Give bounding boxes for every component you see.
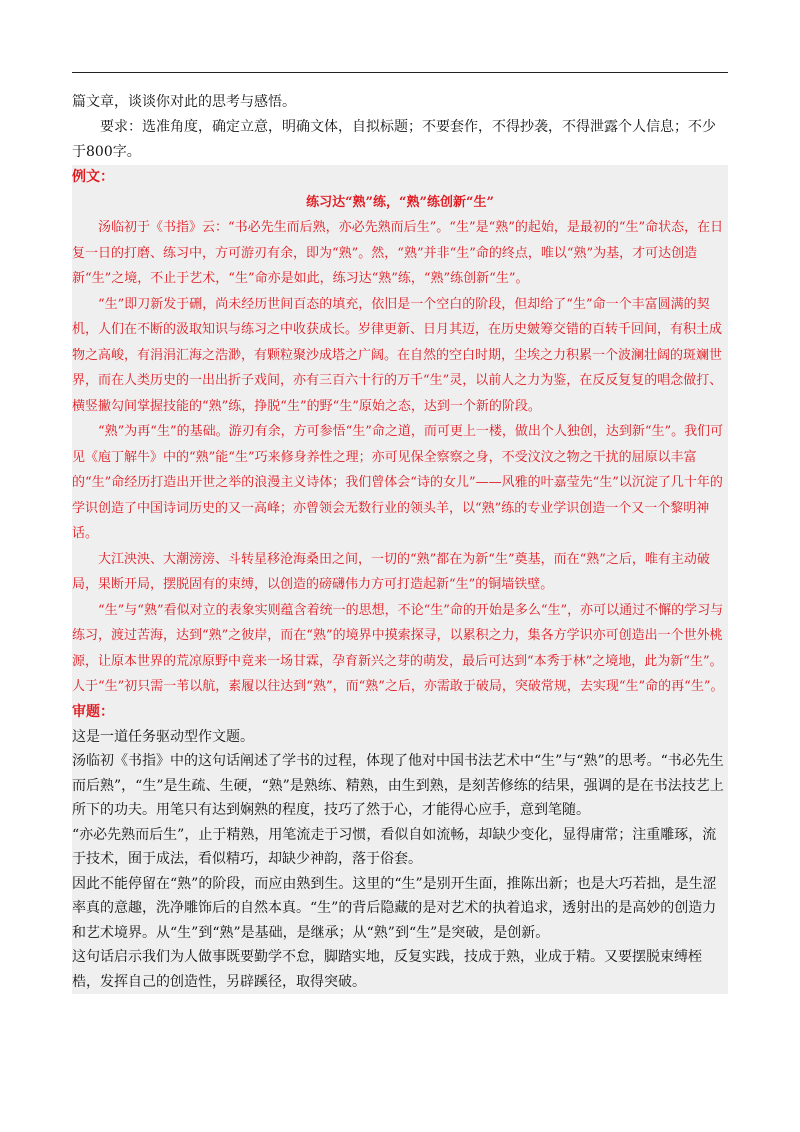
analysis-paragraph: “亦必先熟而后生”，止于精熟，用笔流走于习惯，看似自如流畅，却缺少变化，显得庸常；注重雕琢，流于技术，囿于成法，看似精巧，却缺少神韵，落于俗套。 bbox=[72, 826, 717, 867]
analysis-paragraph: 汤临初《书指》中的这句话阐述了学书的过程，体现了他对中国书法艺术中“生”与“熟”的思考。“书必先生而后熟”，“生”是生疏、生硬，“熟”是熟练、精熟，由生到熟，是刻苦修练的结果，强调的是在书法技艺上所下的功夫。用笔只有达到娴熟的程度，技巧了然于心，才能得心应手，意到笔随。 bbox=[72, 753, 724, 818]
essay-paragraph: “熟”为再“生”的基础。游刃有余，方可参悟“生”命之道，而可更上一楼，做出个人独创，达到新“生”。我们可见《庖丁解牛》中的“熟”能“生”巧来修身养性之理；亦可见保全察察之身，不受汶汶之物之干扰的屈原以丰富的“生”命经历打造出开世之举的浪漫主义诗体；我们曾体会“诗的女儿”——风雅的叶嘉莹先“生”以沉淀了几十年的学识创造了中国诗词历史的又一高峰；亦曾领会无数行业的领头羊，以“熟”练的专业学识创造一个又一个黎明神话。 bbox=[72, 424, 724, 541]
analysis-heading: 审题： bbox=[72, 703, 114, 720]
analysis-paragraph: 因此不能停留在“熟”的阶段，而应由熟到生。这里的“生”是别开生面，推陈出新；也是大巧若拙，是生涩率真的意趣，洗净雕饰后的自然本真。“生”的背后隐藏的是对艺术的执着追求，透射出的是高妙的创造力和艺术境界。从“生”到“熟”是基础，是继承；从“熟”到“生”是突破，是创新。 bbox=[72, 875, 717, 941]
essay-paragraph: 大江泱泱、大潮滂滂、斗转星移沧海桑田之间，一切的“熟”都在为新“生”奠基，而在“熟”之后，唯有主动破局，果断开局，摆脱固有的束缚，以创造的磅礴伟力方可打造起新“生”的铜墙铁壁。 bbox=[72, 551, 710, 592]
example-essay-block bbox=[72, 165, 728, 994]
prompt-tail: 篇文章，谈谈你对此的思考与感悟。 bbox=[72, 94, 296, 110]
essay-paragraph: 汤临初于《书指》云：“书必先生而后熟，亦必先熟而后生”。“生”是“熟”的起始，是最初的“生”命状态，在日复一日的打磨、练习中，方可游刃有余，即为“熟”。然，“熟”并非“生”命的终点，唯以“熟”为基，才可达创造新“生”之境，不止于艺术，“生”命亦是如此，练习达“熟”练，“熟”练创新“生”。 bbox=[72, 220, 724, 286]
example-heading: 例文： bbox=[72, 169, 114, 185]
header-rule bbox=[72, 72, 728, 73]
analysis-paragraph: 这是一道任务驱动型作文题。 bbox=[72, 728, 254, 745]
essay-paragraph: “生”与“熟”看似对立的表象实则蕴含着统一的思想，不论“生”命的开始是多么“生”，亦可以通过不懈的学习与练习，渡过苦海，达到“熟”之彼岸，而在“熟”的境界中摸索探寻，以累积之力，集各方学识亦可创造出一个世外桃源，让原本世界的荒凉原野中竟来一场甘霖，孕育新兴之芽的萌发，最后可达到“本秀于林”之境地，此为新“生”。人于“生”初只需一苇以航，素履以往达到“熟”，而“熟”之后，亦需敢于破局，突破常规，去实现“生”命的再“生”。 bbox=[72, 602, 724, 694]
analysis-paragraph: 这句话启示我们为人做事既要勤学不怠，脚踏实地，反复实践，技成于熟，业成于精。又要摆脱束缚桎梏，发挥自己的创造性，另辟蹊径，取得突破。 bbox=[72, 949, 702, 990]
document-body bbox=[72, 90, 728, 994]
prompt-requirements: 要求：选准角度，确定立意，明确文体，自拟标题；不要套作，不得抄袭，不得泄露个人信息；不少于800字。 bbox=[72, 119, 716, 160]
essay-paragraph: “生”即刀新发于硎，尚未经历世间百态的填充，依旧是一个空白的阶段，但却给了“生”命一个丰富圆满的契机，人们在不断的汲取知识与练习之中收获成长。岁律更新、日月其迈，在历史皴筹交错的百转千回间，有积土成物之高峻，有涓涓汇海之浩渺，有颗粒聚沙成塔之广阔。在自然的空白时期，尘埃之力积累一个波澜壮阔的斑斓世界，而在人类历史的一出出折子戏间，亦有三百六十行的万千“生”灵，以前人之力为鉴，在反反复复的唱念做打、横竖撇勾间掌握技能的“熟”练，挣脱“生”的野“生”原始之态，达到一个新的阶段。 bbox=[72, 296, 723, 414]
essay-title: 练习达“熟”练，“熟”练创新“生” bbox=[306, 195, 494, 210]
